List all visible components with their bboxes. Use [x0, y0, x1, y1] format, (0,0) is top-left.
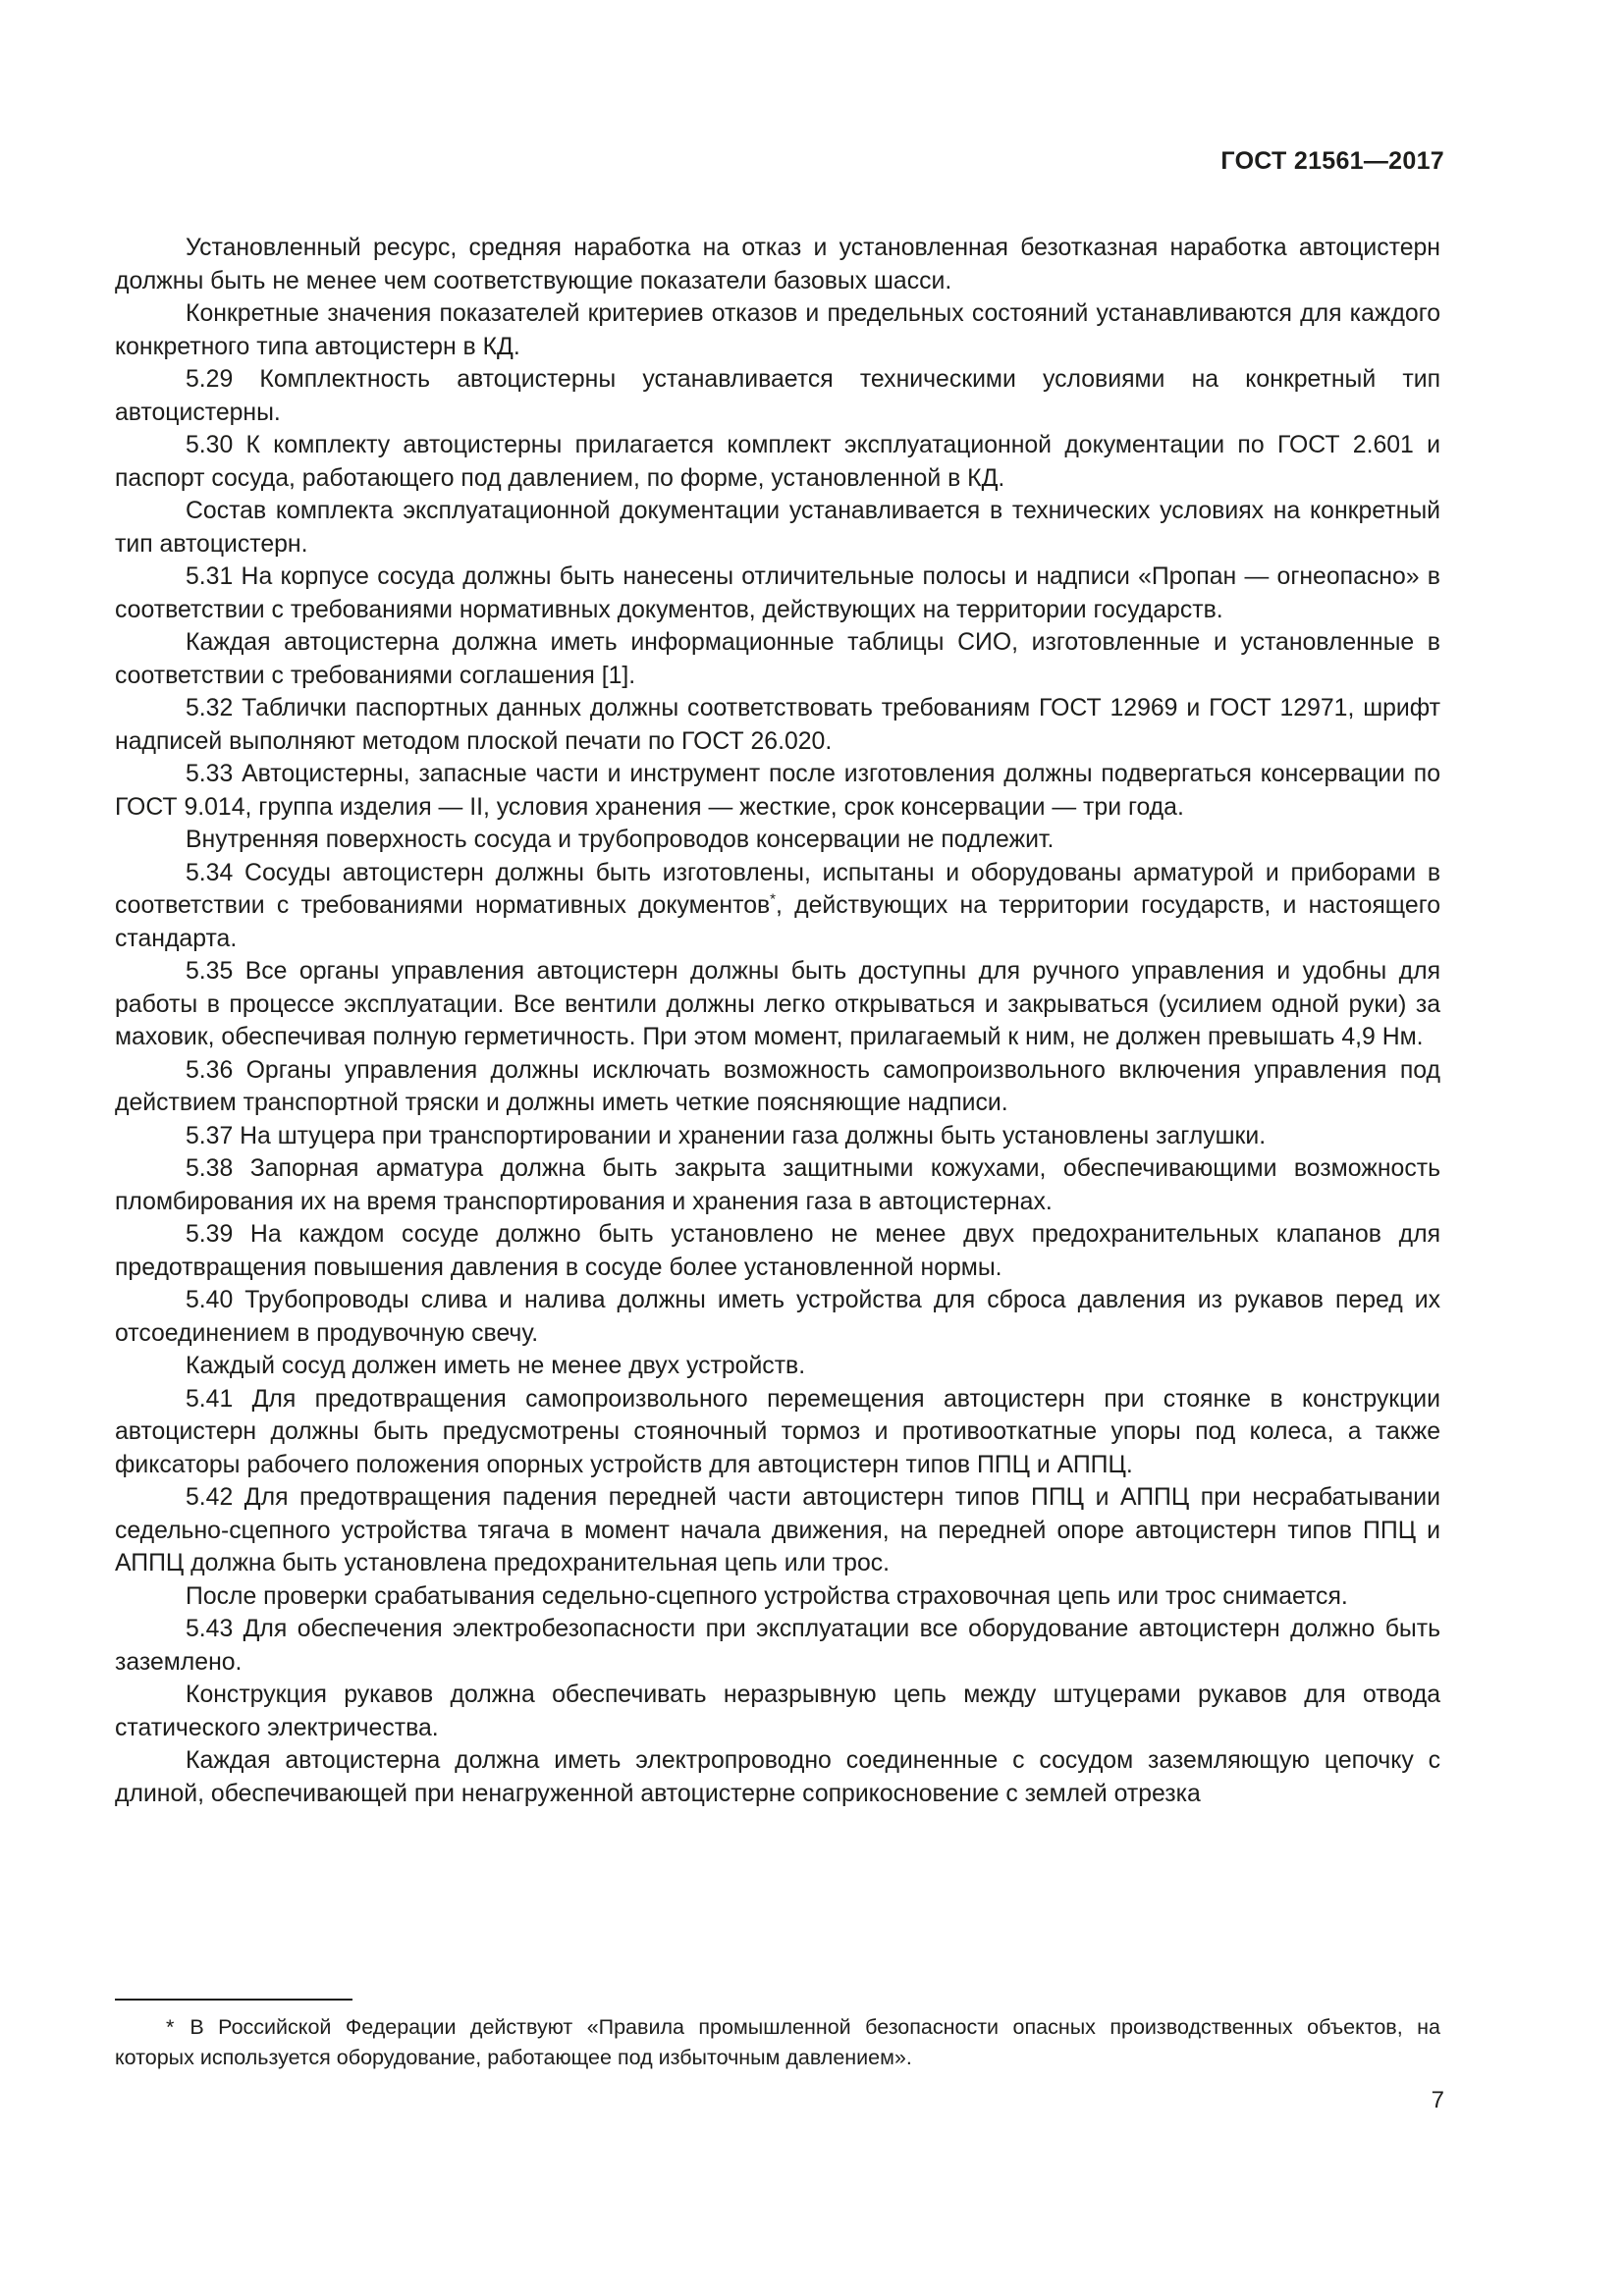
paragraph: Конструкция рукавов должна обеспечивать неразрывную цепь между штуцерами рукавов для отвода статического электричества. — [115, 1682, 1440, 1741]
paragraph: 5.40 Трубопроводы слива и налива должны иметь устройства для сброса давления из рукавов перед их отсоединением в продувочную свечу. — [115, 1287, 1440, 1347]
paragraph: Установленный ресурс, средняя наработка на отказ и установленная безотказная наработка автоцистерн должны быть не менее чем соответствующие показатели базовых шасси. — [115, 235, 1440, 294]
paragraph: 5.43 Для обеспечения электробезопасности при эксплуатации все оборудование автоцистерн должно быть заземлено. — [115, 1616, 1440, 1676]
paragraph-with-footnote — [115, 857, 1440, 956]
footnote-mark: * — [166, 2015, 175, 2039]
paragraph: Каждая автоцистерна должна иметь электропроводно соединенные с сосудом заземляющую цепочку с длиной, обеспечивающей при ненагруженной автоцистерне соприкосновение с землей отрезка — [115, 1747, 1440, 1807]
footnote — [115, 2012, 1440, 2073]
paragraph: После проверки срабатывания седельно-сцепного устройства страховочная цепь или трос снимается. — [186, 1582, 1348, 1610]
footnote-text: В Российской Федерации действуют «Правила промышленной безопасности опасных производственных объектов, на которых используется оборудование, работающее под избыточным давлением». — [115, 2015, 1440, 2069]
page-number: 7 — [1431, 2087, 1444, 2113]
paragraph: 5.38 Запорная арматура должна быть закрыта защитными кожухами, обеспечивающими возможность пломбирования их на время транспортирования и хранения газа в автоцистернах. — [115, 1155, 1440, 1215]
paragraph-text: 5.34 Сосуды автоцистерн должны быть изготовлены, испытаны и оборудованы арматурой и приборами в соответствии с требованиями нормативных документов — [115, 859, 1440, 919]
paragraph: Состав комплекта эксплуатационной документации устанавливается в технических условиях на конкретный тип автоцистерн. — [115, 498, 1440, 558]
paragraph: Внутренняя поверхность сосуда и трубопроводов консервации не подлежит. — [186, 827, 1055, 853]
standard-header: ГОСТ 21561—2017 — [1220, 147, 1444, 175]
paragraph: Каждый сосуд должен иметь не менее двух устройств. — [186, 1353, 806, 1379]
paragraph: 5.32 Таблички паспортных данных должны соответствовать требованиям ГОСТ 12969 и ГОСТ 12971, шрифт надписей выполняют методом плоской печати по ГОСТ 26.020. — [115, 695, 1440, 755]
footnote-divider — [115, 1999, 352, 2001]
paragraph: 5.39 На каждом сосуде должно быть установлено не менее двух предохранительных клапанов для предотвращения повышения давления в сосуде более установленной нормы. — [115, 1221, 1440, 1281]
paragraph: 5.31 На корпусе сосуда должны быть нанесены отличительные полосы и надписи «Пропан — огнеопасно» в соответствии с требованиями нормативных документов, действующих на территории государств. — [115, 563, 1440, 623]
paragraph: 5.35 Все органы управления автоцистерн должны быть доступны для ручного управления и удобны для работы в процессе эксплуатации. Все вентили должны легко открываться и закрываться (усилием одной руки) за маховик, обеспечивая полную герметичность. При этом момент, прилагаемый к ним, не должен превышать 4,9 Нм. — [115, 958, 1440, 1050]
paragraph: 5.41 Для предотвращения самопроизвольного перемещения автоцистерн при стоянке в конструкции автоцистерн должны быть предусмотрены стояночный тормоз и противооткатные упоры под колеса, а также фиксаторы рабочего положения опорных устройств для автоцистерн типов ППЦ и АППЦ. — [115, 1385, 1440, 1478]
paragraph: Конкретные значения показателей критериев отказов и предельных состояний устанавливаются для каждого конкретного типа автоцистерн в КД. — [115, 300, 1440, 360]
paragraph: 5.36 Органы управления должны исключать возможность самопроизвольного включения управления под действием транспортной тряски и должны иметь четкие поясняющие надписи. — [115, 1056, 1440, 1116]
paragraph: Каждая автоцистерна должна иметь информационные таблицы СИО, изготовленные и установленные в соответствии с требованиями соглашения [1]. — [115, 629, 1440, 689]
paragraph: 5.42 Для предотвращения падения передней части автоцистерн типов ППЦ и АППЦ при несрабатывании седельно-сцепного устройства тягача в момент начала движения, на передней опоре автоцистерн типов ППЦ и АППЦ должна быть установлена предохранительная цепь или трос. — [115, 1484, 1440, 1576]
paragraph: 5.30 К комплекту автоцистерны прилагается комплект эксплуатационной документации по ГОСТ 2.601 и паспорт сосуда, работающего под давлением, по форме, установленной в КД. — [115, 432, 1440, 492]
paragraph: 5.29 Комплектность автоцистерны устанавливается техническими условиями на конкретный тип автоцистерны. — [115, 366, 1440, 426]
footnote-reference: * — [770, 890, 777, 908]
body-text — [115, 232, 1440, 1810]
paragraph: 5.33 Автоцистерны, запасные части и инструмент после изготовления должны подвергаться консервации по ГОСТ 9.014, группа изделия — II, условия хранения — жесткие, срок консервации — три года. — [115, 761, 1440, 821]
paragraph-text: , действующих на территории государств, и настоящего стандарта. — [115, 892, 1441, 952]
paragraph: 5.37 На штуцера при транспортировании и хранении газа должны быть установлены заглушки. — [186, 1122, 1267, 1149]
